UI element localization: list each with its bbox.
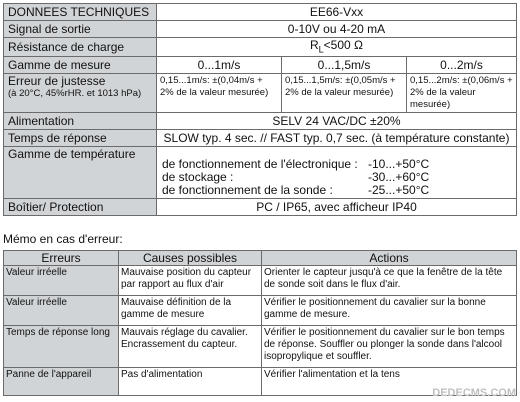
spec-value-load <box>157 38 517 57</box>
spec-label-output: Signal de sortie <box>4 21 157 38</box>
memo-cause: Mauvaise position du capteur par rapport au flux d'air <box>119 266 262 296</box>
memo-error: Temps de réponse long <box>4 326 119 368</box>
accuracy-conditions: (à 20°C, 45%rHR. et 1013 hPa) <box>8 88 142 100</box>
memo-header-row <box>4 251 517 266</box>
spec-value-output: 0-10V ou 4-20 mA <box>157 21 517 38</box>
load-symbol: R <box>309 38 319 52</box>
accuracy-2: 0,15...1,5m/s: ±(0,05m/s + 2% de la valeur mesurée) <box>282 74 407 113</box>
technical-data-table <box>3 3 517 216</box>
table-row <box>4 266 517 296</box>
temp-value-storage: -30...+60°C <box>368 170 430 185</box>
temp-name-storage: de stockage : <box>162 170 234 185</box>
memo-header-causes: Causes possibles <box>119 251 262 266</box>
spec-header-row <box>4 4 517 21</box>
spec-header-label: DONNEES TECHNIQUES <box>4 4 157 21</box>
memo-action: Vérifier le positionnement du cavalier sur le bon temps de réponse. Souffler ou plonger la sonde dans l'alcool isopropylique et souffler. <box>262 326 517 368</box>
table-row <box>4 296 517 326</box>
spec-row-housing <box>4 199 517 216</box>
temp-name-electronics: de fonctionnement de l'électronique : <box>162 157 358 172</box>
spec-row-supply <box>4 113 517 130</box>
spec-value-supply: SELV 24 VAC/DC ±20% <box>157 113 517 130</box>
spec-label-accuracy <box>4 74 157 113</box>
memo-cause: Mauvaise définition de la gamme de mesure <box>119 296 262 326</box>
temp-value-probe: -25...+50°C <box>368 183 430 198</box>
load-limit: <500 Ω <box>323 38 364 52</box>
table-row <box>4 326 517 368</box>
troubleshooting-table <box>3 250 517 396</box>
memo-error: Panne de l'appareil <box>4 368 119 396</box>
memo-header-errors: Erreurs <box>4 251 119 266</box>
memo-action: Orienter le capteur jusqu'à ce que la fenêtre de la tête de sonde soit dans le flux d'air. <box>262 266 517 296</box>
spec-row-load <box>4 38 517 57</box>
spec-header-model: EE66-Vxx <box>157 4 517 21</box>
load-subscript: L <box>318 44 324 55</box>
watermark: DEDECMS.COM <box>432 387 516 399</box>
spec-label-response: Temps de réponse <box>4 130 157 147</box>
temperature-list <box>162 158 512 197</box>
memo-cause: Pas d'alimentation <box>119 368 262 396</box>
spec-row-temperature <box>4 147 517 199</box>
spec-label-supply: Alimentation <box>4 113 157 130</box>
range-1: 0...1m/s <box>157 57 282 74</box>
spec-label-range: Gamme de mesure <box>4 57 157 74</box>
spec-value-housing: PC / IP65, avec afficheur IP40 <box>157 199 517 216</box>
spec-label-housing: Boîtier/ Protection <box>4 199 157 216</box>
memo-error: Valeur irréelle <box>4 266 119 296</box>
memo-error: Valeur irréelle <box>4 296 119 326</box>
memo-header-actions: Actions <box>262 251 517 266</box>
memo-action: Vérifier le positionnement du cavalier sur la bonne gamme de mesure. <box>262 296 517 326</box>
spec-row-output <box>4 21 517 38</box>
spec-row-accuracy <box>4 74 517 113</box>
spec-value-response: SLOW typ. 4 sec. // FAST typ. 0,7 sec. (à température constante) <box>157 130 517 147</box>
memo-title: Mémo en cas d'erreur: <box>3 232 123 246</box>
accuracy-3: 0,15...2m/s: ±(0,06m/s + 2% de la valeur mesurée) <box>407 74 517 113</box>
accuracy-label: Erreur de justesse <box>8 74 106 89</box>
range-2: 0...1,5m/s <box>282 57 407 74</box>
range-3: 0...2m/s <box>407 57 517 74</box>
spec-value-temperature <box>157 147 517 199</box>
spec-row-range <box>4 57 517 74</box>
temp-name-probe: de fonctionnement de la sonde : <box>162 183 333 198</box>
memo-action: Vérifier l'alimentation et la tens <box>262 368 517 396</box>
spec-label-temperature: Gamme de température <box>4 147 157 199</box>
spec-label-load: Résistance de charge <box>4 38 157 57</box>
accuracy-1: 0,15...1m/s: ±(0,04m/s + 2% de la valeur mesurée) <box>157 74 282 113</box>
spec-row-response <box>4 130 517 147</box>
temp-value-electronics: -10...+50°C <box>368 157 430 172</box>
memo-cause: Mauvais réglage du cavalier. Encrassement du capteur. <box>119 326 262 368</box>
